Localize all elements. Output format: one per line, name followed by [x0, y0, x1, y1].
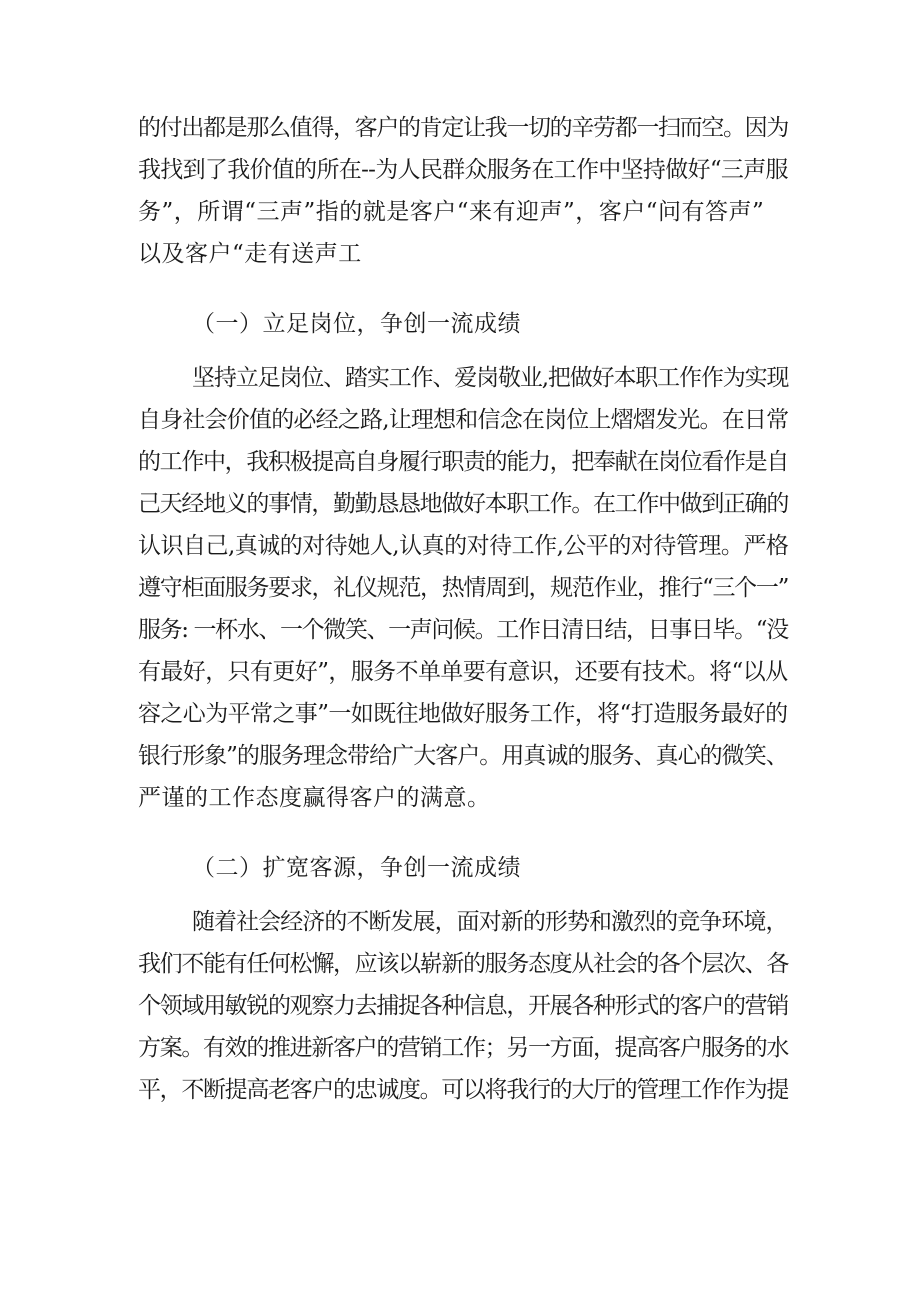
paragraph-line: 平，不断提高老客户的忠诚度。可以将我行的大厅的管理工作作为提 [138, 1077, 789, 1103]
paragraph-line: 以及客户“走有送声工 [138, 241, 362, 267]
paragraph-line: 银行形象”的服务理念带给广大客户。用真诚的服务、真心的微笑、 [138, 743, 788, 769]
paragraph-line: 我找到了我价值的所在--为人民群众服务在工作中坚持做好“三声服 [138, 157, 788, 183]
paragraph-line: 务”，所谓“三声”指的就是客户“来有迎声”，客户“问有答声” [138, 199, 765, 225]
paragraph-line: 自身社会价值的必经之路,让理想和信念在岗位上熠熠发光。在日常 [138, 407, 789, 433]
paragraph-line: 的工作中，我积极提高自身履行职责的能力，把奉献在岗位看作是自 [138, 449, 789, 475]
paragraph-line: 随着社会经济的不断发展，面对新的形势和激烈的竞争环境， [192, 909, 788, 935]
paragraph-line: 个领域用敏锐的观察力去捕捉各种信息，开展各种形式的客户的营销 [138, 993, 789, 1019]
paragraph-line: 认识自己,真诚的对待她人,认真的对待工作,公平的对待管理。严格 [138, 533, 789, 559]
paragraph-line: 服务: 一杯水、一个微笑、一声问候。工作日清日结，日事日毕。“没 [138, 617, 788, 643]
paragraph-line: 遵守柜面服务要求，礼仪规范，热情周到，规范作业，推行“三个一” [138, 575, 789, 601]
paragraph-line: 己天经地义的事情，勤勤恳恳地做好本职工作。在工作中做到正确的 [138, 491, 789, 517]
paragraph-line: 坚持立足岗位、踏实工作、爱岗敬业,把做好本职工作作为实现 [192, 365, 789, 391]
paragraph-line: 有最好，只有更好”，服务不单单要有意识，还要有技术。将“以从 [138, 659, 788, 685]
paragraph-line: 严谨的工作态度赢得客户的满意。 [138, 785, 491, 811]
section-heading: （二）扩宽客源，争创一流成绩 [192, 855, 521, 881]
paragraph-line: 我们不能有任何松懈，应该以崭新的服务态度从社会的各个层次、各 [138, 951, 789, 977]
paragraph-line: 容之心为平常之事”一如既往地做好服务工作，将“打造服务最好的 [138, 701, 788, 727]
paragraph-line: 方案。有效的推进新客户的营销工作；另一方面，提高客户服务的水 [138, 1035, 789, 1061]
paragraph-line: 的付出都是那么值得，客户的肯定让我一切的辛劳都一扫而空。因为 [138, 115, 789, 141]
section-heading: （一）立足岗位，争创一流成绩 [192, 311, 521, 337]
